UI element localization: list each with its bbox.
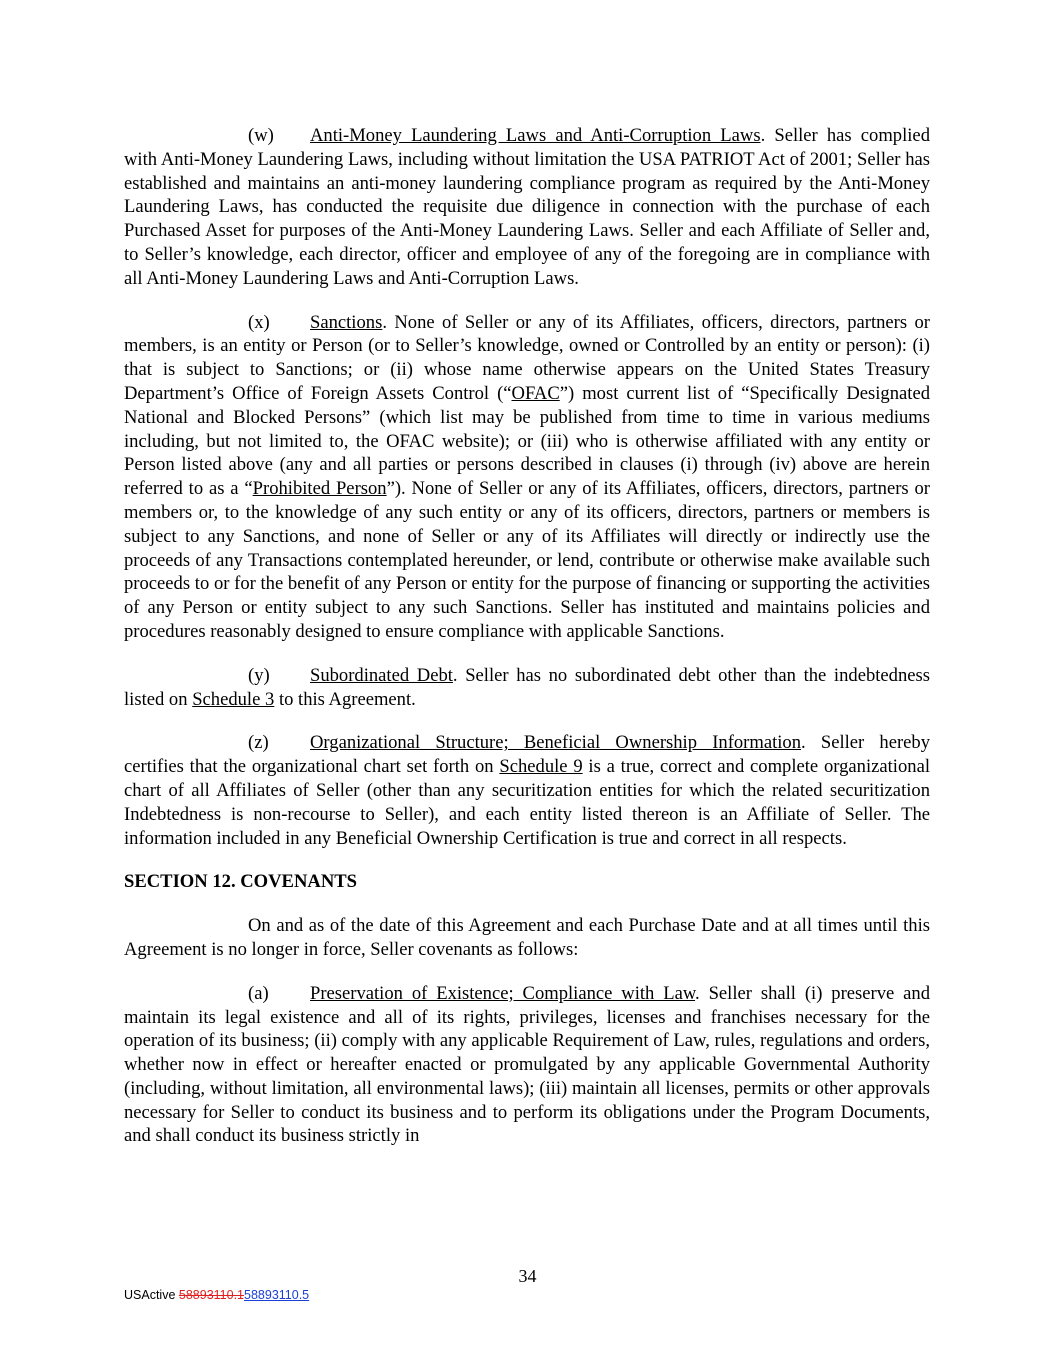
- clause-text: . Seller shall (i) preserve and maintain its legal existence and all of its rights, privileges, licenses and franchises necessary for the operation of its business; (ii) comply with any applicable Requirement of Law, rules, regulations and orders, whether now in effect or hereafter enacted or promulgated by any applicable Governmental Authority (including, without limitation, all environmental laws); (iii) maintain all licenses, permits or other approvals necessary for Seller to conduct its business and to perform its obligations under the Program Documents, and shall conduct its business strictly in: [124, 982, 930, 1147]
- schedule-reference: Schedule 9: [499, 756, 583, 778]
- section-intro: On and as of the date of this Agreement and each Purchase Date and at all times until this Agreement is no longer in force, Seller covenants as follows:: [124, 915, 930, 960]
- footer-label: USActive: [124, 1288, 179, 1302]
- page-number: 34: [518, 1266, 537, 1286]
- defined-term-ofac: OFAC: [511, 382, 560, 404]
- clause-title: Sanctions: [310, 311, 383, 333]
- clause-text: . Seller hereby certifies that the organizational chart set forth on: [124, 732, 930, 778]
- clause-number: (a): [248, 982, 269, 1004]
- clause-title: Organizational Structure; Beneficial Ownership Information: [310, 732, 802, 754]
- clause-text: ”) most current list of “Specifically Designated National and Blocked Persons” (which list may be published from time to time in various mediums including, but not limited to, the OFAC website); or (iii) who is otherwise affiliated with any entity or Person listed above (any and all parties or persons described in clauses (i) through (iv) above are herein referred to as a “: [124, 382, 930, 500]
- clause-number: (z): [248, 732, 269, 754]
- defined-term-prohibited-person: Prohibited Person: [252, 478, 387, 500]
- section-heading: SECTION 12. COVENANTS: [124, 871, 357, 893]
- clause-text: ”). None of Seller or any of its Affiliates, officers, directors, partners or members or, to the knowledge of any such entity or any of its officers, directors, partners or members is subject to any Sanctions, and none of Seller or any of its Affiliates will directly or indirectly use the proceeds of any Transactions contemplated hereunder, or lend, contribute or otherwise make available such proceeds to or for the benefit of any Person or entity for the purpose of financing or supporting the activities of any Person or entity subject to any such Sanctions. Seller has instituted and maintains policies and procedures reasonably designed to ensure compliance with applicable Sanctions.: [124, 478, 930, 642]
- clause-number: (w): [248, 125, 274, 146]
- footer-new-id: 58893110.5: [244, 1288, 310, 1302]
- footer-old-id: 58893110.1: [178, 1288, 245, 1302]
- clause-text: . Seller has complied with Anti-Money Laundering Laws, including without limitation the USA PATRIOT Act of 2001; Seller has established and maintains an anti-money laundering compliance program as required by the Anti-Money Laundering Laws, has conducted the requisite due diligence in connection with the purchase of each Purchased Asset for purposes of the Anti-Money Laundering Laws. Seller and each Affiliate of Seller and, to Seller’s knowledge, each director, officer and employee of any of the foregoing are in compliance with all Anti-Money Laundering Laws and Anti-Corruption Laws.: [124, 125, 930, 289]
- clause-number: (x): [248, 311, 270, 333]
- clause-text: . None of Seller or any of its Affiliates, officers, directors, partners or members, is an entity or Person (or to Seller’s knowledge, owned or Controlled by an entity or person): (i) that is subject to Sanctions; or (ii) whose name otherwise appears on the United States Treasury Department’s Office of Foreign Assets Control (“: [124, 311, 930, 404]
- clause-title: Subordinated Debt: [310, 664, 453, 686]
- clause-title: Preservation of Existence; Compliance with Law: [310, 982, 696, 1004]
- paragraph-y: [124, 664, 930, 712]
- clause-number: (y): [248, 664, 270, 686]
- paragraph-w: [124, 124, 930, 291]
- paragraph-z: [124, 731, 930, 850]
- paragraph-a: [124, 982, 930, 1149]
- clause-text: is a true, correct and complete organizational chart of all Affiliates of Seller (other than any securitization entities for which the related securitization Indebtedness is non-recourse to Seller), and each entity listed thereon is an Affiliate of Seller. The information included in any Beneficial Ownership Certification is true and correct in all respects.: [124, 756, 930, 849]
- paragraph-x: [124, 311, 930, 644]
- clause-title: Anti-Money Laundering Laws and Anti-Corruption Laws: [310, 125, 761, 146]
- clause-text: to this Agreement.: [274, 688, 416, 710]
- clause-text: . Seller has no subordinated debt other than the indebtedness listed on: [124, 664, 930, 710]
- schedule-reference: Schedule 3: [192, 688, 275, 710]
- document-footer: [124, 1288, 309, 1302]
- document-page: [124, 124, 930, 1168]
